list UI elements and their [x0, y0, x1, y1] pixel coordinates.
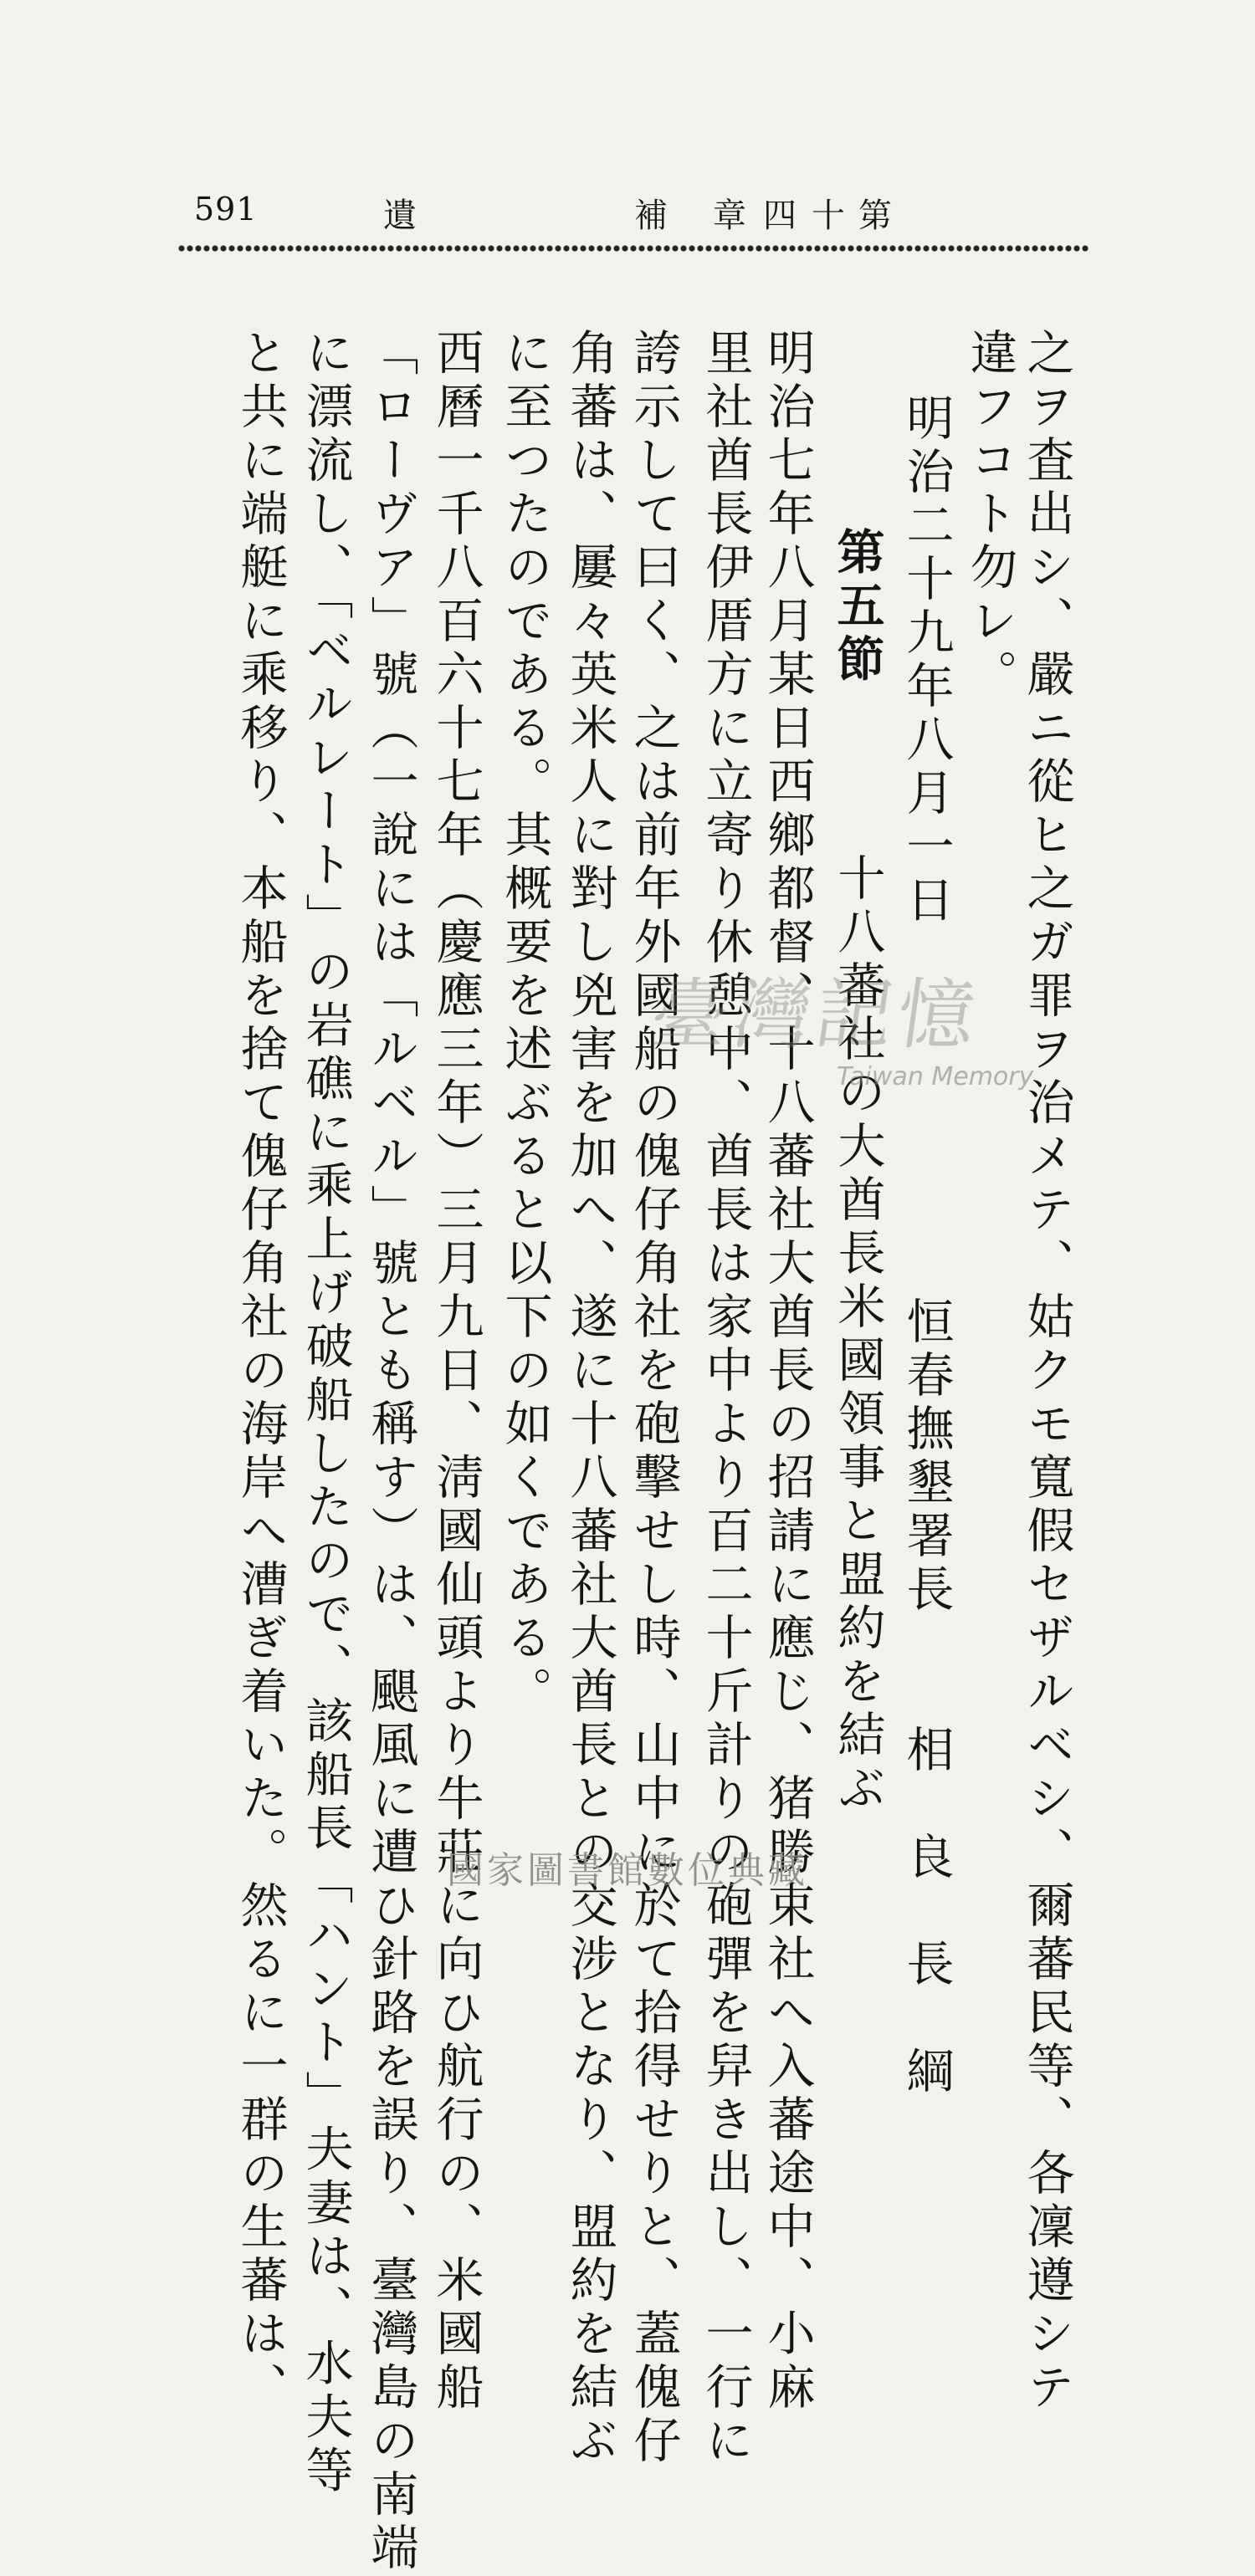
text-column: に至つたのである。其概要を述ぶると以下の如くである。	[497, 328, 552, 1720]
watermark-subtitle: Taiwan Memory	[837, 1062, 1034, 1091]
watermark-logo: 臺灣記憶	[645, 970, 986, 1060]
running-head-char: 補	[634, 197, 668, 235]
signature-line: 恒春撫墾署長 相 良 長 綱	[899, 1296, 954, 2099]
text-column: 西曆一千八百六十七年（慶應三年）三月九日、淸國仙頭より牛莊に向ひ航行の、米國船	[428, 328, 484, 2415]
text-column: 之ヲ査出シ、嚴ニ從ヒ之ガ罪ヲ治メテ、姑クモ寬假セザルベシ、爾蕃民等、各凜遵シテ	[1019, 328, 1074, 2415]
footer-credit: 國家圖書館數位典藏	[447, 1849, 808, 1892]
text-column: 「ローヴア」號（一說には「ルベル」號とも稱す）は、颶風に遭ひ針路を誤り、臺灣島の南端	[363, 328, 418, 2576]
text-column: と共に端艇に乘移り、本船を捨て傀仔角社の海岸へ漕ぎ着いた。然るに一群の生蕃は、	[233, 328, 288, 2415]
date-line: 明治二十九年八月一日	[899, 393, 954, 928]
running-head-char: 四	[763, 197, 797, 235]
header-divider	[177, 244, 1089, 253]
text-column: 明治七年八月某日西鄉都督、十八蕃社大酋長の招請に應じ、猪勝束社へ入蕃途中、小麻	[760, 328, 815, 2415]
section-number: 第五節	[829, 527, 885, 687]
text-column: に漂流し、「ベルレート」の岩礁に乘上げ破船したので、該船長「ハント」夫妻は、水夫等	[298, 328, 353, 2499]
running-head-char: 遺	[383, 197, 417, 235]
text-column: 違フコト勿レ。	[962, 328, 1017, 703]
text-column: 角蕃は、屢々英米人に對し兇害を加へ、遂に十八蕃社大酋長との交涉となり、盟約を結ぶ	[562, 328, 617, 2469]
page-number: 591	[194, 191, 258, 227]
section-title: 十八蕃社の大酋長米國領事と盟約を結ぶ	[830, 853, 885, 1817]
text-column: 誇示して曰く、之は前年外國船の傀仔角社を砲擊せし時、山中に於て拾得せりと、蓋傀仔	[626, 328, 681, 2469]
text-column: 里社酋長伊厝方に立寄り休憩中、酋長は家中より百二十斤計りの砲彈を舁き出し、一行に	[698, 328, 753, 2469]
running-head-char: 十	[812, 197, 845, 235]
running-head-char: 第	[858, 197, 892, 235]
running-head-char: 章	[713, 197, 746, 235]
